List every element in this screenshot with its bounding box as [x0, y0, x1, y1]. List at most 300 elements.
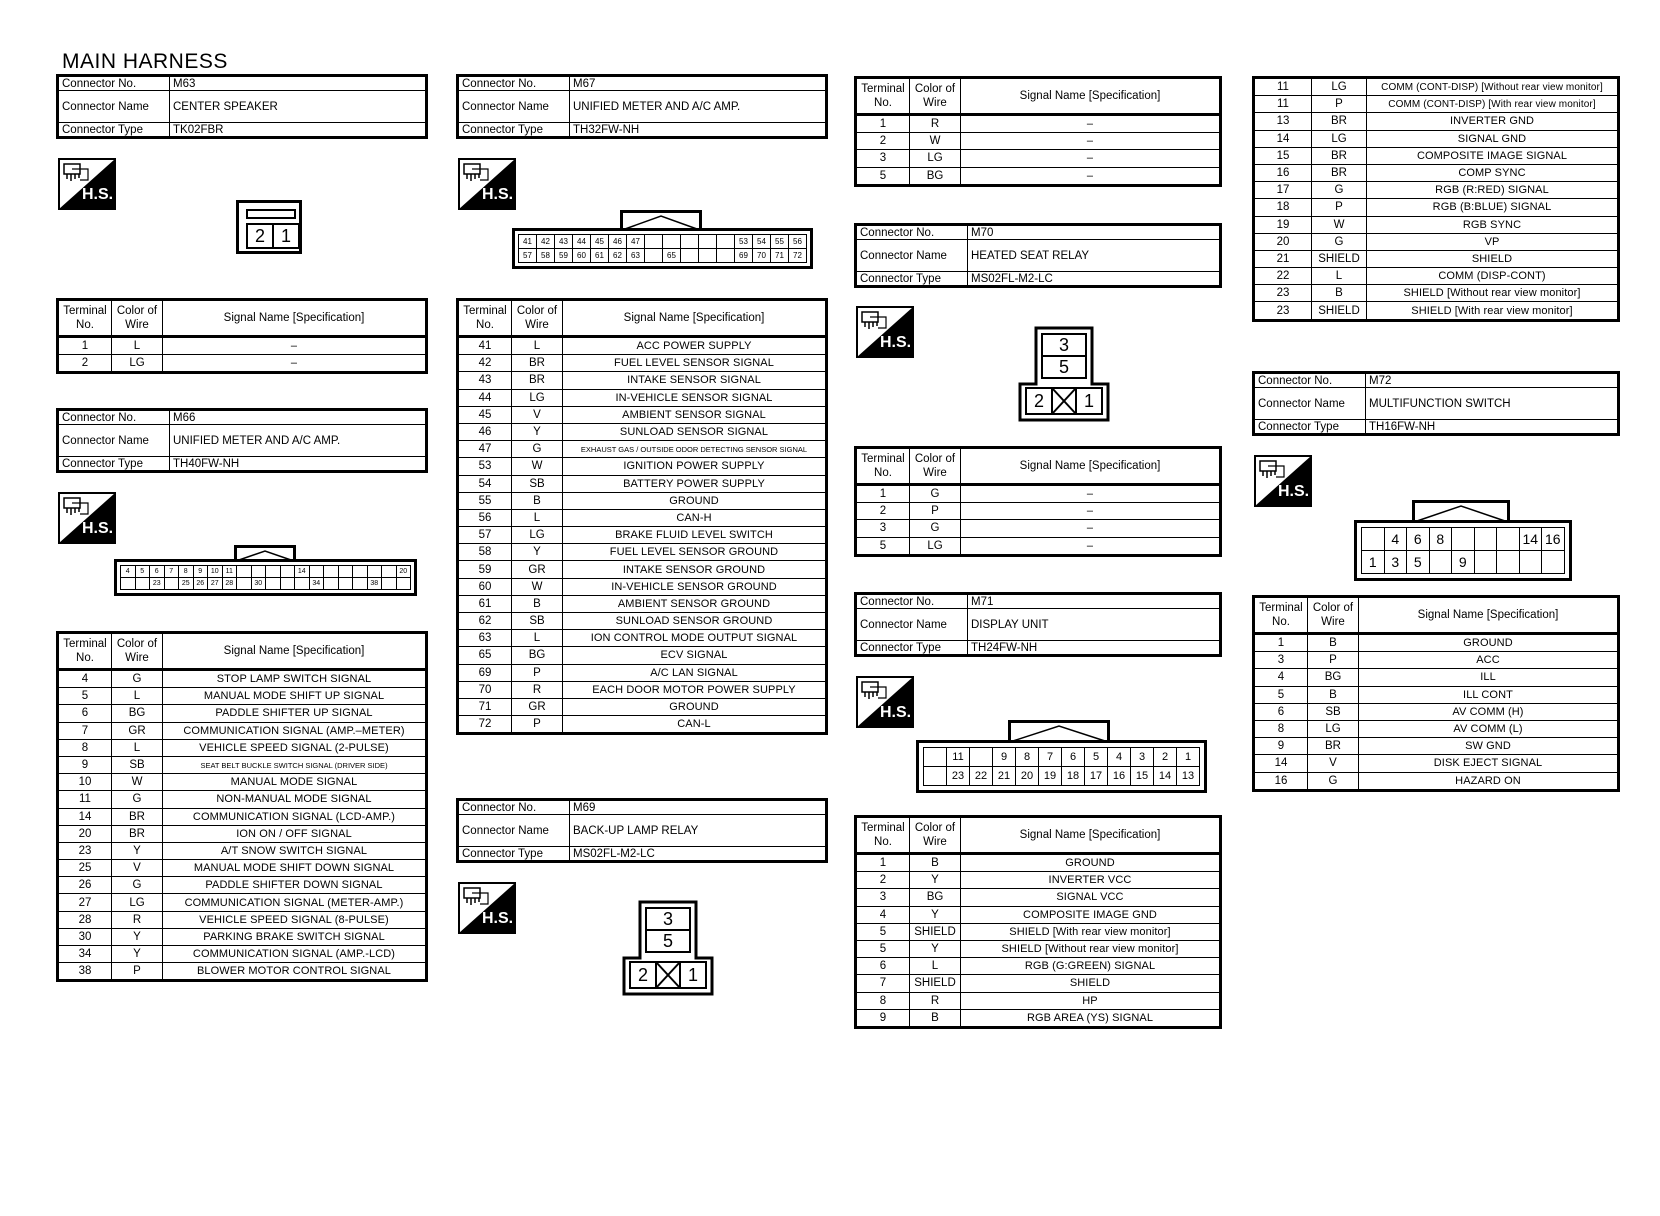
terminal-cell: 7 — [165, 566, 180, 578]
table-row — [1254, 652, 1619, 669]
wire-color: SB — [112, 756, 163, 773]
signal-name: AV COMM (H) — [1359, 703, 1619, 720]
connector-face-m67 — [512, 210, 824, 272]
wire-color: BR — [1312, 164, 1367, 181]
wire-color: Y — [512, 423, 563, 440]
terminal-cell: 10 — [208, 566, 223, 578]
table-row — [458, 475, 827, 492]
terminal-no: 54 — [458, 475, 512, 492]
table-row — [1254, 755, 1619, 772]
terminal-cell: 8 — [1016, 748, 1039, 767]
terminal-cell: 2 — [1154, 748, 1177, 767]
terminal-no: 15 — [1254, 147, 1312, 164]
signal-name: – — [961, 520, 1221, 537]
wire-color: BR — [1312, 147, 1367, 164]
terminal-cell: 3 — [1385, 551, 1408, 574]
table-row — [458, 578, 827, 595]
signal-name: RGB SYNC — [1367, 216, 1619, 233]
signal-name: SEAT BELT BUCKLE SWITCH SIGNAL (DRIVER SIDE) — [163, 756, 427, 773]
terminal-cell: 16 — [1542, 528, 1565, 551]
connector-type-value: TK02FBR — [170, 123, 427, 138]
pin-table-header — [58, 300, 427, 337]
table-row — [856, 958, 1221, 975]
table-row — [856, 503, 1221, 520]
connector-name-label: Connector Name — [1254, 388, 1366, 420]
connector-no-label: Connector No. — [856, 594, 968, 609]
wire-color: B — [1308, 686, 1359, 703]
signal-name: SIGNAL GND — [1367, 130, 1619, 147]
signal-name: SUNLOAD SENSOR SIGNAL — [563, 423, 827, 440]
terminal-no: 22 — [1254, 268, 1312, 285]
terminal-no: 55 — [458, 492, 512, 509]
signal-name: MANUAL MODE SHIFT DOWN SIGNAL — [163, 860, 427, 877]
connector-latch — [234, 545, 296, 559]
table-row — [458, 716, 827, 734]
terminal-cell — [165, 578, 180, 590]
wire-color: LG — [1312, 130, 1367, 147]
terminal-label: 3 — [662, 909, 673, 929]
terminal-cell: 23 — [947, 767, 970, 786]
terminal-cell — [310, 566, 325, 578]
wire-color: BR — [512, 372, 563, 389]
wire-color: BR — [1308, 738, 1359, 755]
table-row — [58, 722, 427, 739]
terminal-label: 1 — [1083, 391, 1094, 411]
terminal-no: 23 — [1254, 285, 1312, 302]
harness-side-icon — [58, 158, 116, 210]
wire-color: L — [512, 630, 563, 647]
wire-color: SHIELD — [1312, 250, 1367, 267]
signal-name: DISK EJECT SIGNAL — [1359, 755, 1619, 772]
terminal-cell — [252, 566, 267, 578]
terminal-cell: 55 — [771, 235, 789, 249]
connector-name-value: BACK-UP LAMP RELAY — [570, 815, 827, 847]
connector-type-value: TH16FW-NH — [1366, 420, 1619, 435]
terminal-no: 3 — [856, 889, 910, 906]
terminal-cell: 71 — [771, 249, 789, 263]
terminal-cell: 18 — [1062, 767, 1085, 786]
terminal-cell — [353, 578, 368, 590]
wire-color: Y — [112, 946, 163, 963]
wire-color: R — [910, 115, 961, 133]
terminal-cell — [717, 249, 735, 263]
terminal-cell: 30 — [252, 578, 267, 590]
signal-name: COMMUNICATION SIGNAL (AMP.–METER) — [163, 722, 427, 739]
page-title: MAIN HARNESS — [62, 50, 228, 73]
wire-color: LG — [910, 537, 961, 555]
terminal-no: 45 — [458, 406, 512, 423]
table-row — [856, 923, 1221, 940]
terminal-cell — [699, 249, 717, 263]
terminal-cell: 46 — [609, 235, 627, 249]
signal-name: ACC — [1359, 652, 1619, 669]
terminal-no: 27 — [58, 894, 112, 911]
terminal-no: 30 — [58, 928, 112, 945]
table-row — [458, 406, 827, 423]
terminal-cell: 17 — [1085, 767, 1108, 786]
signal-name-header: Signal Name [Specification] — [163, 300, 427, 337]
connector-type-value: TH24FW-NH — [968, 641, 1221, 656]
table-row — [458, 630, 827, 647]
signal-name-header: Signal Name [Specification] — [163, 633, 427, 670]
signal-name: HAZARD ON — [1359, 772, 1619, 790]
terminal-cell: 47 — [627, 235, 645, 249]
terminal-no: 4 — [1254, 669, 1308, 686]
signal-name: VEHICLE SPEED SIGNAL (8-PULSE) — [163, 911, 427, 928]
wire-color: Y — [910, 906, 961, 923]
signal-name-header: Signal Name [Specification] — [563, 300, 827, 337]
signal-name: ILL CONT — [1359, 686, 1619, 703]
terminal-no: 5 — [58, 688, 112, 705]
wire-color: L — [112, 337, 163, 355]
terminal-cell — [970, 748, 993, 767]
wire-color: LG — [1308, 720, 1359, 737]
table-row — [856, 115, 1221, 133]
wire-color: SB — [512, 613, 563, 630]
table-row — [458, 595, 827, 612]
wire-color: P — [1312, 96, 1367, 113]
connector-name-value: CENTER SPEAKER — [170, 91, 427, 123]
terminal-no: 70 — [458, 681, 512, 698]
pin-table-header — [856, 817, 1221, 854]
table-row — [458, 509, 827, 526]
wire-color: G — [1308, 772, 1359, 790]
signal-name: INTAKE SENSOR SIGNAL — [563, 372, 827, 389]
wire-color: BR — [512, 355, 563, 372]
wire-color: G — [1312, 182, 1367, 199]
table-row — [856, 940, 1221, 957]
terminal-no: 46 — [458, 423, 512, 440]
terminal-cell: 23 — [150, 578, 165, 590]
signal-name: GROUND — [563, 492, 827, 509]
terminal-cell: 5 — [1085, 748, 1108, 767]
wire-color: B — [1312, 285, 1367, 302]
wire-color: Y — [910, 940, 961, 957]
wire-color: GR — [112, 722, 163, 739]
terminal-cell — [1430, 551, 1453, 574]
terminal-no: 25 — [58, 860, 112, 877]
wire-color: SB — [1308, 703, 1359, 720]
terminal-cell: 65 — [663, 249, 681, 263]
terminal-no: 28 — [58, 911, 112, 928]
connector-face-m63 — [236, 200, 302, 254]
signal-name: A/T SNOW SWITCH SIGNAL — [163, 842, 427, 859]
harness-side-icon — [458, 158, 516, 210]
connector-no-value: M70 — [968, 225, 1221, 240]
signal-name: A/C LAN SIGNAL — [563, 664, 827, 681]
terminal-label: 2 — [637, 965, 648, 985]
terminal-no: 6 — [856, 958, 910, 975]
wire-color: P — [1312, 199, 1367, 216]
terminal-cell: 1 — [1177, 748, 1200, 767]
terminal-no: 9 — [58, 756, 112, 773]
terminal-no: 3 — [1254, 652, 1308, 669]
wire-color: W — [112, 774, 163, 791]
connector-info-m71 — [854, 592, 1222, 657]
hs-label: H.S. — [1278, 483, 1310, 500]
terminal-no: 63 — [458, 630, 512, 647]
wire-color: P — [512, 716, 563, 734]
signal-name: RGB (B:BLUE) SIGNAL — [1367, 199, 1619, 216]
wire-color: BR — [112, 808, 163, 825]
terminal-no: 1 — [58, 337, 112, 355]
table-row — [58, 894, 427, 911]
terminal-cell — [1520, 551, 1543, 574]
terminal-cell: 5 — [1407, 551, 1430, 574]
terminal-no: 20 — [58, 825, 112, 842]
terminal-cell — [681, 249, 699, 263]
wire-color: P — [112, 963, 163, 981]
wire-color: B — [512, 492, 563, 509]
wire-color: L — [112, 688, 163, 705]
wire-color: Y — [910, 872, 961, 889]
terminal-no: 1 — [856, 115, 910, 133]
signal-name: – — [961, 485, 1221, 503]
pin-table-m70 — [854, 446, 1222, 557]
signal-name: ECV SIGNAL — [563, 647, 827, 664]
table-row — [458, 423, 827, 440]
table-row — [458, 561, 827, 578]
wire-color: L — [910, 958, 961, 975]
table-row — [458, 372, 827, 389]
connector-no-value: M66 — [170, 410, 427, 425]
connector-no-label: Connector No. — [1254, 373, 1366, 388]
terminal-no: 11 — [1254, 78, 1312, 96]
terminal-no-header: Terminal No. — [1254, 597, 1308, 634]
terminal-cell: 60 — [573, 249, 591, 263]
wire-color: L — [112, 739, 163, 756]
terminal-cell — [1542, 551, 1565, 574]
wire-color: BR — [112, 825, 163, 842]
terminal-cell: 7 — [1039, 748, 1062, 767]
terminal-cell — [717, 235, 735, 249]
wire-color: R — [112, 911, 163, 928]
signal-name: – — [961, 133, 1221, 150]
wire-color: BG — [910, 167, 961, 185]
terminal-cell — [281, 578, 296, 590]
terminal-no: 7 — [856, 975, 910, 992]
table-row — [1254, 164, 1619, 181]
connector-info-m70 — [854, 223, 1222, 288]
table-row — [1254, 720, 1619, 737]
terminal-cell: 61 — [591, 249, 609, 263]
table-row — [1254, 182, 1619, 199]
table-row — [1254, 703, 1619, 720]
terminal-no: 5 — [856, 940, 910, 957]
table-row — [58, 808, 427, 825]
signal-name: AV COMM (L) — [1359, 720, 1619, 737]
harness-side-icon — [58, 492, 116, 544]
terminal-cell — [1497, 551, 1520, 574]
signal-name: SHIELD [Without rear view monitor] — [1367, 285, 1619, 302]
wire-color: B — [512, 595, 563, 612]
signal-name: ACC POWER SUPPLY — [563, 337, 827, 355]
connector-name-label: Connector Name — [458, 815, 570, 847]
connector-type-label: Connector Type — [458, 847, 570, 862]
terminal-no: 13 — [1254, 113, 1312, 130]
table-row — [856, 1009, 1221, 1027]
signal-name: INVERTER VCC — [961, 872, 1221, 889]
wire-color: BG — [112, 705, 163, 722]
signal-name: CAN-H — [563, 509, 827, 526]
color-of-wire-header: Color of Wire — [1308, 597, 1359, 634]
connector-name-label: Connector Name — [458, 91, 570, 123]
harness-side-icon — [856, 306, 914, 358]
terminal-no: 57 — [458, 527, 512, 544]
terminal-no: 5 — [856, 537, 910, 555]
wire-color: W — [910, 133, 961, 150]
signal-name: SHIELD — [961, 975, 1221, 992]
signal-name: SW GND — [1359, 738, 1619, 755]
terminal-no: 2 — [58, 355, 112, 373]
table-row — [856, 520, 1221, 537]
wire-color: LG — [112, 355, 163, 373]
wire-color: LG — [910, 150, 961, 167]
terminal-no: 3 — [856, 520, 910, 537]
wire-color: BG — [910, 889, 961, 906]
table-row — [458, 337, 827, 355]
terminal-cell: 3 — [1131, 748, 1154, 767]
wire-color: W — [512, 458, 563, 475]
pin-table-m67 — [456, 298, 828, 735]
terminal-no: 5 — [856, 167, 910, 185]
signal-name: COMPOSITE IMAGE GND — [961, 906, 1221, 923]
signal-name: HP — [961, 992, 1221, 1009]
harness-side-icon — [458, 882, 516, 934]
connector-type-label: Connector Type — [856, 641, 968, 656]
wire-color: SHIELD — [910, 975, 961, 992]
table-row — [856, 975, 1221, 992]
terminal-no: 62 — [458, 613, 512, 630]
connector-name-value: UNIFIED METER AND A/C AMP. — [170, 425, 427, 457]
connector-name-value: DISPLAY UNIT — [968, 609, 1221, 641]
terminal-cell: 34 — [310, 578, 325, 590]
connector-type-label: Connector Type — [1254, 420, 1366, 435]
wire-color: Y — [512, 544, 563, 561]
signal-name: IN-VEHICLE SENSOR SIGNAL — [563, 389, 827, 406]
signal-name: IGNITION POWER SUPPLY — [563, 458, 827, 475]
connector-type-value: MS02FL-M2-LC — [968, 272, 1221, 287]
terminal-no: 8 — [1254, 720, 1308, 737]
table-row — [458, 458, 827, 475]
connector-type-value: TH40FW-NH — [170, 457, 427, 472]
terminal-cell: 6 — [150, 566, 165, 578]
wire-color: LG — [1312, 78, 1367, 96]
terminal-cell — [339, 566, 354, 578]
table-row — [856, 906, 1221, 923]
table-row — [458, 527, 827, 544]
signal-name: COMM (CONT-DISP) [With rear view monitor] — [1367, 96, 1619, 113]
terminal-no: 3 — [856, 150, 910, 167]
signal-name: FUEL LEVEL SENSOR SIGNAL — [563, 355, 827, 372]
table-row — [58, 705, 427, 722]
signal-name: – — [961, 537, 1221, 555]
signal-name: GROUND — [961, 854, 1221, 872]
wire-color: GR — [512, 561, 563, 578]
terminal-cell — [1475, 528, 1498, 551]
terminal-cell: 27 — [208, 578, 223, 590]
signal-name: BATTERY POWER SUPPLY — [563, 475, 827, 492]
table-row — [58, 963, 427, 981]
terminal-no: 53 — [458, 458, 512, 475]
wire-color: L — [512, 509, 563, 526]
signal-name: GROUND — [563, 698, 827, 715]
wire-color: P — [910, 503, 961, 520]
signal-name: SHIELD — [1367, 250, 1619, 267]
terminal-cell — [1362, 528, 1385, 551]
table-row — [58, 946, 427, 963]
terminal-cell — [645, 235, 663, 249]
terminal-cell — [681, 235, 699, 249]
connector-no-label: Connector No. — [58, 76, 170, 91]
terminal-no: 41 — [458, 337, 512, 355]
signal-name: SHIELD [With rear view monitor] — [961, 923, 1221, 940]
connector-name-label: Connector Name — [856, 240, 968, 272]
color-of-wire-header: Color of Wire — [512, 300, 563, 337]
table-row — [1254, 216, 1619, 233]
pin-table-m72 — [1252, 595, 1620, 792]
connector-face-m69 — [622, 900, 714, 996]
signal-name: BLOWER MOTOR CONTROL SIGNAL — [163, 963, 427, 981]
terminal-no: 65 — [458, 647, 512, 664]
table-row — [1254, 113, 1619, 130]
connector-no-label: Connector No. — [458, 76, 570, 91]
wire-color: G — [1312, 233, 1367, 250]
terminal-cell: 6 — [1062, 748, 1085, 767]
terminal-cell — [397, 578, 412, 590]
terminal-cell: 16 — [1108, 767, 1131, 786]
table-row — [1254, 302, 1619, 320]
signal-name: RGB (R:RED) SIGNAL — [1367, 182, 1619, 199]
connector-body — [512, 228, 813, 269]
terminal-cell: 44 — [573, 235, 591, 249]
terminal-cell — [663, 235, 681, 249]
table-row — [856, 485, 1221, 503]
wire-color: P — [512, 664, 563, 681]
signal-name: EACH DOOR MOTOR POWER SUPPLY — [563, 681, 827, 698]
connector-no-label: Connector No. — [58, 410, 170, 425]
terminal-no: 56 — [458, 509, 512, 526]
connector-info-m63 — [56, 74, 428, 139]
terminal-no-header: Terminal No. — [58, 300, 112, 337]
connector-info-m72 — [1252, 371, 1620, 436]
terminal-no: 18 — [1254, 199, 1312, 216]
terminal-cell: 1 — [1362, 551, 1385, 574]
terminal-no: 14 — [1254, 130, 1312, 147]
connector-name-value: UNIFIED METER AND A/C AMP. — [570, 91, 827, 123]
connector-type-label: Connector Type — [458, 123, 570, 138]
terminal-no: 1 — [856, 485, 910, 503]
signal-name: CAN-L — [563, 716, 827, 734]
wire-color: R — [512, 681, 563, 698]
connector-body — [916, 740, 1207, 793]
table-row — [1254, 738, 1619, 755]
terminal-no: 21 — [1254, 250, 1312, 267]
signal-name: COMM (DISP-CONT) — [1367, 268, 1619, 285]
terminal-cell: 15 — [1131, 767, 1154, 786]
terminal-no: 7 — [58, 722, 112, 739]
terminal-cell: 19 — [1039, 767, 1062, 786]
terminal-cell: 72 — [789, 249, 807, 263]
terminal-cell: 59 — [555, 249, 573, 263]
color-of-wire-header: Color of Wire — [112, 300, 163, 337]
terminal-cell — [324, 578, 339, 590]
table-row — [458, 681, 827, 698]
signal-name-header: Signal Name [Specification] — [961, 448, 1221, 485]
wire-color: B — [910, 854, 961, 872]
terminal-no: 44 — [458, 389, 512, 406]
terminal-cell: 4 — [1385, 528, 1408, 551]
